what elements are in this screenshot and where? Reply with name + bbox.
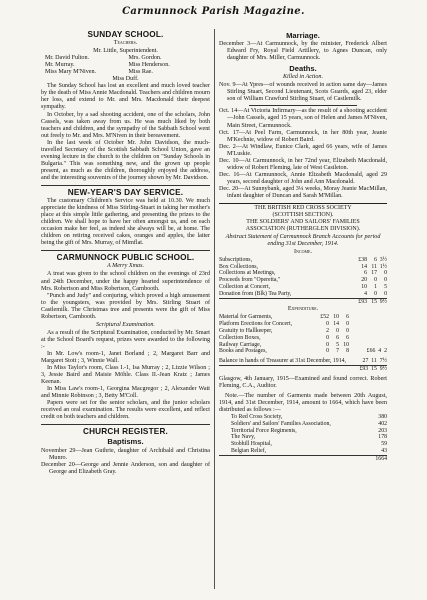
section-divider (219, 203, 387, 204)
distribution-table (219, 414, 387, 463)
section-divider (41, 185, 210, 186)
sunday-school-heading: SUNDAY SCHOOL. (87, 30, 164, 39)
table-row: Proceeds from "Operetta," 20 0 0 (219, 277, 387, 284)
marriage-heading: Marriage. (286, 31, 320, 40)
public-school-paragraph: "Punch and Judy" and conjuring, which proved a high amusement to the youngsters, was provided by Mrs. Stirling Stuart of Castlemilk. The Christmas tree and presents were the gift of Miss Robertson, Carnbooth. (41, 292, 210, 320)
exam-paragraph: As a result of the Scriptural Examination, conducted by Mr. Smart at the School Board's request, prizes were awarded to the following :- (41, 329, 210, 350)
red-cross-subheading: (SCOTTISH SECTION). (272, 211, 334, 218)
table-row: Subscriptions, £38 6 3½ (219, 256, 387, 263)
table-row: Collection at Concert, 10 1 5 (219, 283, 387, 290)
teacher-name: Mrs. Gordon. (128, 55, 162, 62)
red-cross-heading: THE BRITISH RED CROSS SOCIETY (254, 205, 352, 212)
balance-row: Balance in hands of Treasurer at 31st December, 1914, 27 11 7½ (219, 355, 387, 365)
table-row: Stobhill Hospital, 59 (231, 441, 387, 448)
column-divider (214, 29, 215, 589)
death-entry: Oct. 14—At Victoria Infirmary—as the result of a shooting accident—John Cassels, aged 15 years, son of Helen and James M'Niven, Main Street, Carmunnock. (219, 108, 387, 129)
baptism-entry: December 20—George and Jennie Anderson, son and daughter of George and Elizabeth Gray. (41, 461, 210, 475)
table-row: To Red Cross Society, 380 (231, 414, 387, 421)
table-row: Material for Garments, £52 10 6 (219, 314, 349, 321)
merry-xmas-subheading: A Merry Xmas. (107, 263, 144, 270)
sunday-school-paragraph: The Sunday School has lost an excellent and much loved teacher by the death of Miss Annie Macdonald. Teachers and children mourn her loss, and extend to Mr. and Mrs. Macdonald their deepest sympathy. (41, 83, 210, 111)
expenditure-label: Expenditure. (287, 306, 319, 313)
death-entry: Dec. 10—At Carmunnock, in her 72nd year, Elizabeth Macdonald, widow of Robert Fleming, late of West Castleton. (219, 157, 387, 171)
abstract-statement: Abstract Statement of Carmunnock Branch Accounts for period ending 31st December, 1914. (225, 233, 381, 247)
income-label: Income. (294, 248, 312, 255)
exam-paragraph: In Miss Law's room-1, Georgina Macgregor ; 2, Alexander Watt and Minnie Robinson ; 3, Betty M'Coll. (41, 386, 210, 400)
teacher-name: Miss Henderson. (128, 62, 170, 69)
death-entry: Dec. 2—At Windlaw, Eunice Clark, aged 66 years, wife of James M'Luskie. (219, 143, 387, 157)
section-divider (249, 105, 357, 106)
exam-paragraph: In Miss Taylor's room, Class I.-1, Isa Murray ; 2, Lizzie Wilson ; 3, Jessie Baird and Maisie Möhle. Class II.-Jean Kratz ; James Keenan. (41, 365, 210, 386)
table-row: Collection Boxes, 0 6 6 (219, 334, 349, 341)
expenditure-table (219, 314, 387, 372)
deaths-heading: Deaths. (289, 64, 317, 74)
teacher-name: Miss Mary M'Niven. (45, 69, 97, 76)
families-association-subheading: ASSOCIATION (RUTHERGLEN DIVISION). (245, 225, 361, 232)
table-row: Territorial Force Regiments, 203 (231, 427, 387, 434)
table-row: Soldiers' and Sailors' Families Association, 402 (231, 420, 387, 427)
grand-total-row (219, 366, 387, 373)
teacher-name: Miss Duff. (112, 76, 139, 83)
expenditure-total: £66 4 2 (366, 348, 387, 355)
public-school-heading: CARMUNNOCK PUBLIC SCHOOL. (56, 253, 195, 263)
killed-in-action-subheading: Killed in Action. (282, 74, 323, 81)
table-row: Gratuity to Hallkeeper, 2 0 0 (219, 328, 349, 335)
income-total-row: £93 15 9½ (219, 298, 387, 305)
table-row: The Navy, 178 (231, 434, 387, 441)
teacher-name: Mr. Murray. (45, 62, 75, 69)
death-entry: Dec. 16—At Carmunnock, Annie Elizabeth Macdonald, aged 29 years, second daughter of John and Ann Macdonald. (219, 171, 387, 185)
teachers-label: Teachers. (113, 40, 138, 47)
public-school-paragraph: A treat was given to the school children on the evenings of 23rd and 24th December, under the happy hearted superintendence of Mrs. Robertson and Miss Robertson, Carnbooth. (41, 271, 210, 292)
table-row: Railway Carriage, 0 5 10 (219, 341, 349, 348)
section-divider (41, 424, 210, 425)
table-row: Collections at Meetings, 6 17 0 (219, 270, 387, 277)
table-row: Platform Erections for Concert, 0 14 0 (219, 321, 349, 328)
grand-total: £93 15 9½ (349, 366, 387, 373)
exam-paragraph: Papers were set for the senior scholars, and the junior scholars received an oral examination. The results were excellent, and reflect credit on both teachers and children. (41, 400, 210, 421)
baptism-entry: November 29—Jean Guthrie, daughter of Archibald and Christina Munro. (41, 447, 210, 461)
distribution-total-row: 1664 (219, 455, 387, 462)
garments-note: Note.—The number of Garments made between 20th August, 1914, and 31st December, 1914, amount to 1664, which have been distributed as follows :— (219, 392, 387, 413)
death-entry: Nov. 9—At Ypres—of wounds received in action same day—James Stirling Stuart, Second Lieutenant, Scots Guards, aged 23, elder son of William Crawfurd Stirling Stuart, of Castlemilk. (219, 82, 387, 103)
death-entry: Oct. 17—At Peel Farm, Carmunnock, in her 80th year, Jeanie M'Kechnie, widow of Robert Baird. (219, 129, 387, 143)
superintendent: Mr. Little, Superintendent. (93, 48, 158, 55)
income-table (219, 257, 387, 306)
teacher-name: Miss Rae. (128, 69, 153, 76)
page-title: Carmunnock Parish Magazine. (122, 6, 305, 17)
teacher-name: Mr. David Fulton. (45, 55, 90, 62)
baptisms-subheading: Baptisms. (107, 437, 144, 447)
left-column (41, 29, 210, 476)
new-year-paragraph: The customary Children's Service was held at 10.30. We much appreciate the kindness of Miss Stirling-Stuart in taking her mother's place at this simple little gathering, and presenting the prizes to the children. We shall hope to have her often amongst us, and on each occasion make her feel, as indeed she always will be, at home. The children on retiring received cakes, oranges and apples, the latter being the gift of Mrs. Murray, of Mimflat. (41, 198, 210, 247)
audit-statement: Glasgow, 4th January, 1915—Examined and found correct. Robert Fleming, C.A., Auditor. (219, 375, 387, 389)
sunday-school-paragraph: In October, by a sad shooting accident, one of the scholars, John Cassels, was taken away from us. He was much liked by both teachers and children, and the sympathy of the Sabbath School went out freely to Mr. and Mrs. M'Niven in their bereavement. (41, 111, 210, 139)
section-divider (41, 250, 210, 251)
exam-paragraph: In Mr. Low's room-1, Janet Borland ; 2, Margaret Barr and Margaret Stott ; 3, Winnie Wall. (41, 350, 210, 365)
right-column (219, 29, 387, 463)
new-year-heading: NEW-YEAR'S DAY SERVICE. (67, 187, 184, 197)
sunday-school-paragraph: In the last week of October Mr. John Davidson, the much-travelled Secretary of the Scottish Sabbath School Union, gave an evening lecture in the church to the children on "Sunday Schools in Bulgaria." This was something new, and the grown up people present, as much as the children, thoroughly enjoyed the address, and the interesting souvenirs of the journey shown by Mr. Davidson. (41, 139, 210, 181)
balance-amount: 27 11 7½ (362, 358, 387, 365)
table-row: Donation from (Blk) Tea Party, 4 0 0 (219, 290, 387, 297)
table-row: Books and Postages, 0 7 8 £66 4 2 (219, 348, 387, 355)
scriptural-exam-subheading: Scriptural Examination. (96, 321, 155, 328)
death-entry: Dec. 20—At Sunnybank, aged 3¼ weeks, Moray Jeanie MacMillan, infant daughter of Duncan and Sarah M'Millan. (219, 185, 387, 199)
families-association-heading: THE SOLDIERS' AND SAILORS' FAMILIES (246, 218, 360, 225)
marriage-entry: December 3—At Carmunnock, by the minister, Frederick Albert Edward Fry, Royal Field Artillery, to Agnes Duncan, only daughter of Mrs. Miller, Carmunnock. (219, 41, 387, 62)
church-register-heading: CHURCH REGISTER. (82, 427, 169, 437)
table-row: Belgian Relief, 43 (231, 448, 387, 455)
teachers-list (45, 55, 206, 76)
table-row: Box Collections, 14 11 1½ (219, 263, 387, 270)
